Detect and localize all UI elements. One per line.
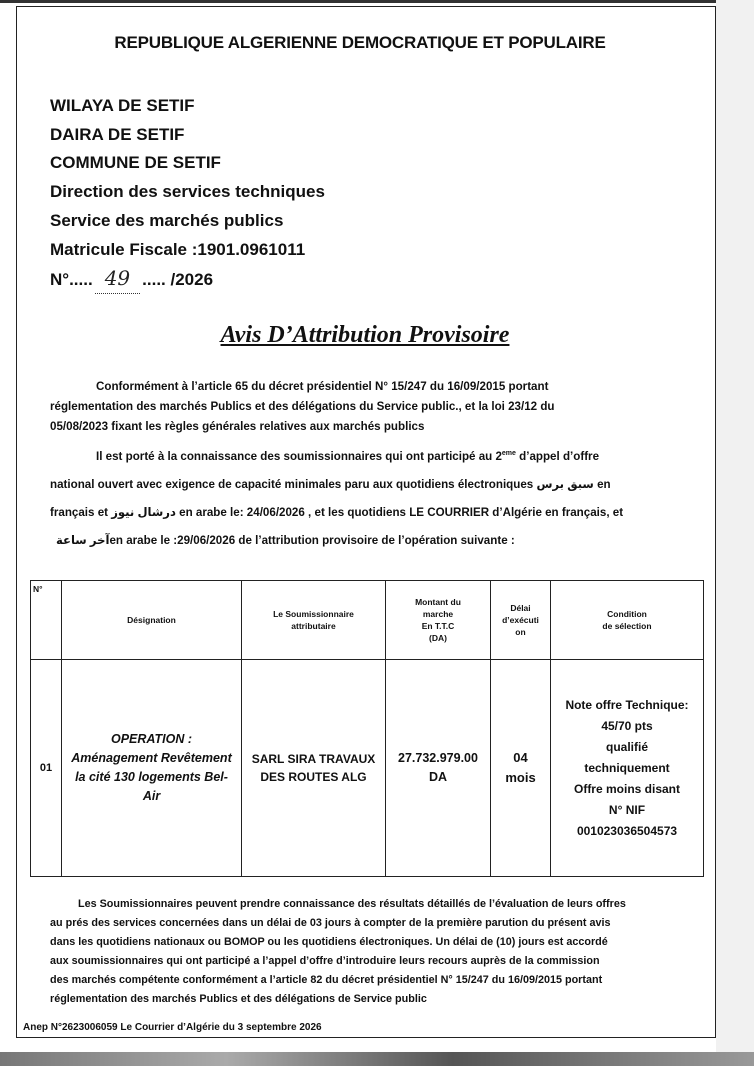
publication-text: en bbox=[593, 477, 611, 491]
header-condition bbox=[551, 581, 704, 660]
closing-line-2: au prés des services concernées dans un délai de 03 jours à compter de la première parution du présent avis bbox=[50, 917, 611, 929]
publication-text: Il est porté à la connaissance des soumissionnaires qui ont participé au 2 bbox=[96, 449, 502, 463]
header-text: Délai bbox=[510, 603, 531, 613]
row-delai bbox=[491, 660, 551, 877]
scan-bottom-shadow bbox=[0, 1052, 754, 1066]
intro-line-1: Conformément à l’article 65 du décret présidentiel N° 15/247 du 16/09/2015 portant bbox=[96, 380, 549, 393]
condition-text: Note offre Technique: bbox=[565, 697, 689, 712]
scan-top-edge bbox=[0, 0, 716, 3]
number-suffix: ..... /2026 bbox=[142, 270, 214, 290]
publication-text: en arabe le: 24/06/2026 , et les quotidiens LE COURRIER d’Algérie en français, et bbox=[175, 505, 624, 519]
administration-block bbox=[50, 92, 325, 295]
header-delai bbox=[491, 581, 551, 660]
condition-text: Offre moins disant bbox=[573, 781, 680, 796]
condition-text: qualifié bbox=[605, 739, 648, 754]
header-text: de sélection bbox=[602, 621, 652, 631]
superscript-eme: eme bbox=[501, 450, 516, 457]
delay-value: 04 bbox=[513, 750, 528, 765]
amount-text: 27.732.979.00 bbox=[398, 751, 478, 765]
publication-text: d’appel d’offre bbox=[515, 449, 600, 463]
closing-line-3: dans les quotidiens nationaux ou BOMOP ou les quotidiens électroniques. Un délai de (10) jours est accordé bbox=[50, 936, 608, 948]
matricule-line: Matricule Fiscale :1901.0961011 bbox=[50, 239, 306, 259]
designation-text: la cité 130 logements Bel- bbox=[75, 770, 228, 784]
publication-paragraph bbox=[50, 440, 680, 555]
republic-header: REPUBLIQUE ALGERIENNE DEMOCRATIQUE ET POPULAIRE bbox=[114, 33, 606, 52]
closing-line-6: réglementation des marchés Publics et des délégations de Service public bbox=[50, 993, 427, 1005]
header-text: d’exécuti bbox=[502, 615, 539, 625]
header-text: Montant du bbox=[415, 597, 461, 607]
scan-right-margin bbox=[716, 0, 754, 1066]
designation-text: Aménagement Revêtement bbox=[71, 751, 232, 765]
table-row bbox=[31, 660, 704, 877]
designation-text: OPERATION : bbox=[110, 732, 193, 746]
publication-line-1 bbox=[50, 440, 680, 471]
arabic-newspaper-name: آخر ساعة bbox=[56, 533, 110, 547]
header-soumissionnaire bbox=[242, 581, 386, 660]
row-soumissionnaire bbox=[242, 660, 386, 877]
header-text: En T.T.C bbox=[421, 621, 455, 631]
notice-title: Avis D’Attribution Provisoire bbox=[220, 322, 510, 348]
company-text: SARL SIRA TRAVAUX bbox=[251, 752, 376, 766]
arabic-newspaper-name: درشال نيوز bbox=[111, 505, 176, 519]
row-number: 01 bbox=[31, 660, 62, 877]
header-montant bbox=[386, 581, 491, 660]
header-number: N° bbox=[31, 581, 62, 660]
publication-text: français et bbox=[50, 505, 112, 519]
publication-text: national ouvert avec exigence de capacité minimales paru aux quotidiens électroniques bbox=[50, 477, 537, 491]
condition-text: 001023036504573 bbox=[576, 823, 678, 838]
reference-number-line bbox=[50, 264, 325, 295]
wilaya-line: WILAYA DE SETIF bbox=[50, 96, 195, 115]
arabic-newspaper-name: سبق برس bbox=[536, 477, 594, 491]
intro-line-3: 05/08/2023 fixant les règles générales relatives aux marchés publics bbox=[50, 420, 425, 433]
header-text: (DA) bbox=[429, 633, 447, 643]
closing-line-1: Les Soumissionnaires peuvent prendre connaissance des résultats détaillés de l’évaluation de leurs offres bbox=[78, 898, 626, 910]
designation-text: Air bbox=[142, 789, 161, 803]
closing-line-5: des marchés compétente conformément a l’article 82 du décret présidentiel N° 15/247 du 16/09/2015 portant bbox=[50, 974, 603, 986]
header-text: marche bbox=[422, 609, 454, 619]
row-condition bbox=[551, 660, 704, 877]
header-text: Condition bbox=[607, 609, 647, 619]
award-table bbox=[30, 580, 704, 877]
anep-reference: Anep N°2623006059 Le Courrier d’Algérie du 3 septembre 2026 bbox=[23, 1022, 322, 1033]
condition-text: techniquement bbox=[584, 760, 670, 775]
commune-line: COMMUNE DE SETIF bbox=[50, 153, 221, 173]
header-text: Le Soumissionnaire bbox=[273, 609, 354, 619]
intro-line-2: réglementation des marchés Publics et des délégations du Service public., et la loi 23/12 du bbox=[50, 400, 555, 413]
service-line: Service des marchés publics bbox=[50, 210, 284, 230]
table-header-row bbox=[31, 581, 704, 660]
row-montant bbox=[386, 660, 491, 877]
row-designation bbox=[62, 660, 242, 877]
amount-currency: DA bbox=[428, 770, 448, 784]
intro-paragraph bbox=[50, 377, 680, 437]
publication-line-3 bbox=[50, 499, 680, 527]
header-text: on bbox=[515, 627, 526, 637]
daira-line: DAIRA DE SETIF bbox=[50, 124, 185, 144]
publication-line-4 bbox=[50, 527, 680, 555]
closing-line-4: aux soumissionnaires qui ont participé a l’appel d’offre d’introduire leurs recours auprès de la commission bbox=[50, 955, 600, 967]
direction-line: Direction des services techniques bbox=[50, 182, 325, 202]
publication-text: en arabe le :29/06/2026 de l’attribution provisoire de l’opération suivante : bbox=[109, 533, 515, 547]
company-text: DES ROUTES ALG bbox=[260, 770, 367, 784]
header-designation: Désignation bbox=[62, 581, 242, 660]
condition-text: N° NIF bbox=[608, 802, 646, 817]
publication-line-2 bbox=[50, 471, 680, 499]
handwritten-number: 49 bbox=[95, 264, 140, 294]
delay-unit: mois bbox=[505, 770, 536, 785]
closing-paragraph bbox=[50, 895, 680, 1009]
number-prefix: N°..... bbox=[50, 270, 93, 290]
condition-text: 45/70 pts bbox=[601, 718, 653, 733]
header-text: attributaire bbox=[291, 621, 336, 631]
